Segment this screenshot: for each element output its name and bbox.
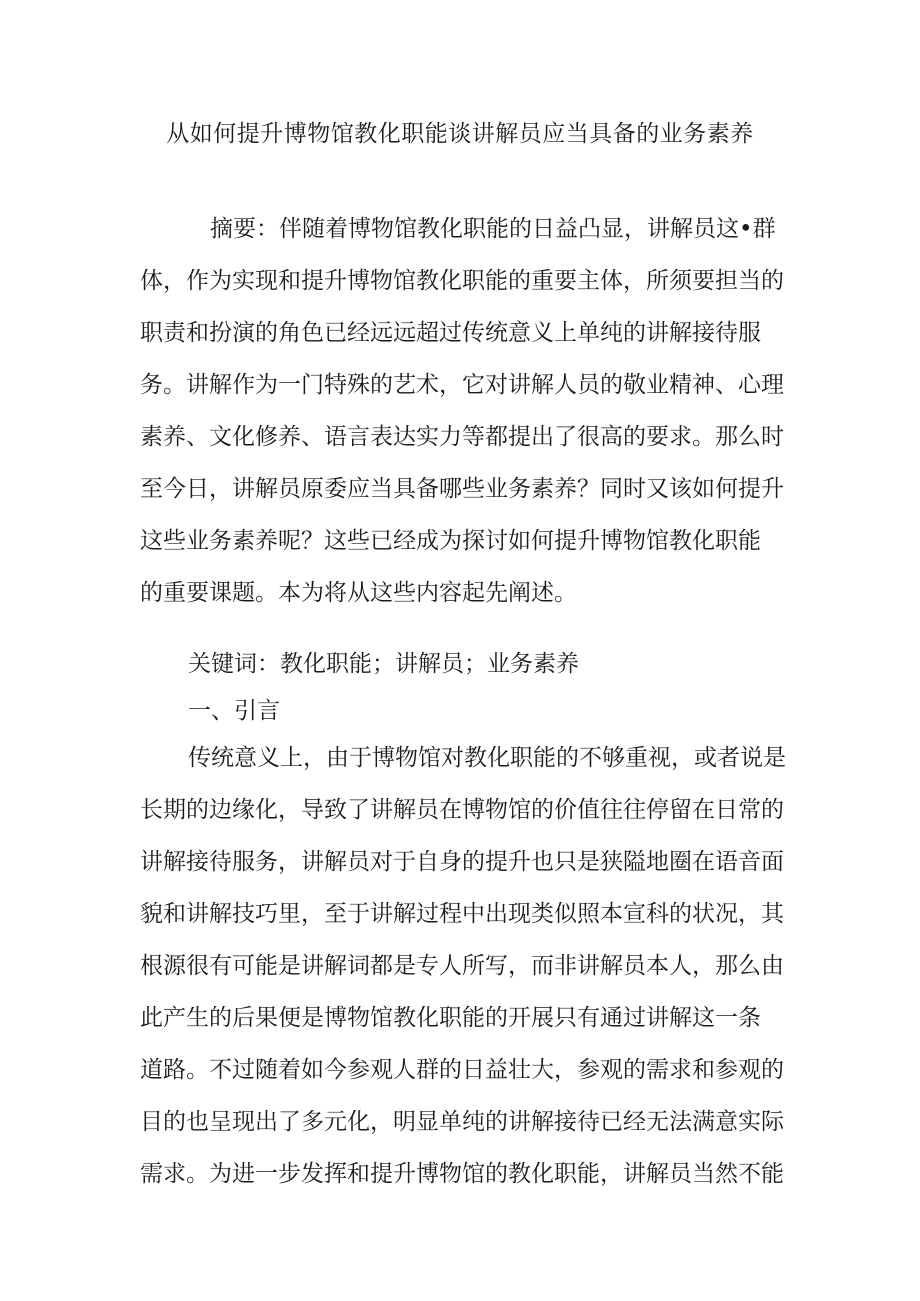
body-line: 貌和讲解技巧里，至于讲解过程中出现类似照本宣科的状况，其	[140, 901, 784, 927]
abstract-line: 这些业务素养呢？这些已经成为探讨如何提升博物馆教化职能	[140, 528, 761, 554]
abstract-line: 体，作为实现和提升博物馆教化职能的重要主体，所须要担当的	[140, 268, 784, 294]
body-line: 道路。不过随着如今参观人群的日益壮大，参观的需求和参观的	[140, 1057, 784, 1083]
abstract-line: 的重要课题。本为将从这些内容起先阐述。	[140, 580, 577, 606]
abstract-line: 素养、文化修养、语言表达实力等都提出了很高的要求。那么时	[140, 424, 784, 450]
body-line: 传统意义上，由于博物馆对教化职能的不够重视，或者说是	[188, 745, 786, 771]
body-line: 目的也呈现出了多元化，明显单纯的讲解接待已经无法满意实际	[140, 1109, 784, 1135]
abstract-line: 至今日，讲解员原委应当具备哪些业务素养？同时又该如何提升	[140, 476, 784, 502]
document-title: 从如何提升博物馆教化职能谈讲解员应当具备的业务素养	[166, 121, 754, 147]
abstract-line: 摘要：伴随着博物馆教化职能的日益凸显，讲解员这•群	[210, 216, 776, 242]
body-line: 讲解接待服务，讲解员对于自身的提升也只是狭隘地圈在语音面	[140, 849, 784, 875]
body-line: 长期的边缘化，导致了讲解员在博物馆的价值往往停留在日常的	[140, 797, 784, 823]
body-line: 此产生的后果便是博物馆教化职能的开展只有通过讲解这一条	[140, 1005, 761, 1031]
abstract-line: 务。讲解作为一门特殊的艺术，它对讲解人员的敬业精神、心理	[140, 372, 784, 398]
keywords: 关键词：教化职能；讲解员；业务素养	[188, 651, 579, 677]
section-heading: 一、引言	[188, 698, 280, 724]
body-line: 需求。为进一步发挥和提升博物馆的教化职能，讲解员当然不能	[140, 1161, 784, 1187]
body-line: 根源很有可能是讲解词都是专人所写，而非讲解员本人，那么由	[140, 953, 784, 979]
abstract-line: 职责和扮演的角色已经远远超过传统意义上单纯的讲解接待服	[140, 320, 761, 346]
